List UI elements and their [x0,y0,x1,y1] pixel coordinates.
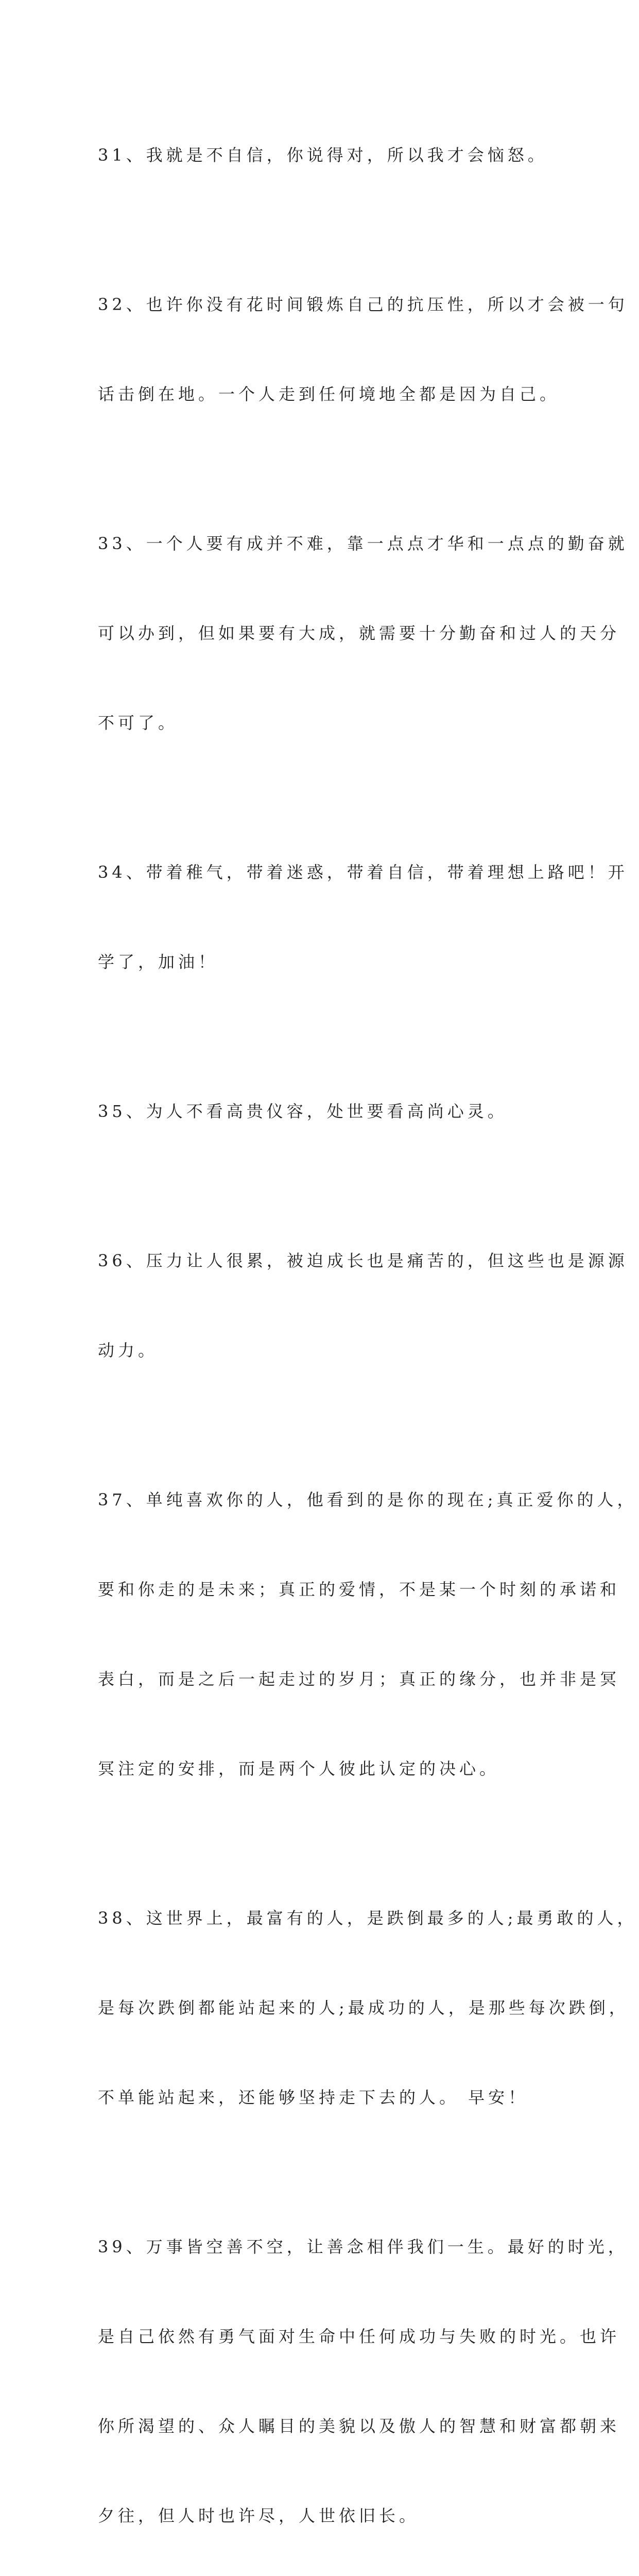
text-line: 话击倒在地。一个人走到任何境地全都是因为自己。 [98,384,560,404]
text-line: 冥注定的安排，而是两个人彼此认定的决心。 [98,1759,500,1778]
text-line: 38、这世界上，最富有的人，是跌倒最多的人;最勇敢的人， [98,1908,637,1928]
text-line: 可以办到，但如果要有大成，就需要十分勤奋和过人的天分 [98,623,620,643]
paragraph-35 [98,1037,547,1186]
text-line: 是每次跌倒都能站起来的人;最成功的人，是那些每次跌倒， [98,1998,629,2018]
text-line: 要和你走的是未来；真正的爱情，不是某一个时刻的承诺和 [98,1580,620,1599]
paragraph-36 [98,1186,628,1425]
text-line: 你所渴望的、众人瞩目的美貌以及傲人的智慧和财富都朝来 [98,2416,620,2436]
text-line: 学了，加油！ [98,952,219,972]
text-line: 33、一个人要有成并不难，靠一点点才华和一点点的勤奋就 [98,534,628,553]
paragraph-38 [98,1843,637,2172]
text-line: 不单能站起来，还能够坚持走下去的人。 早安！ [98,2088,529,2107]
paragraph-37 [98,1425,637,1843]
text-line: 不可了。 [98,713,179,733]
document-body [98,80,637,2576]
text-line: 34、带着稚气，带着迷惑，带着自信，带着理想上路吧！开 [98,862,628,882]
text-line: 31、我就是不自信，你说得对，所以我才会恼怒。 [98,145,548,165]
text-line: 39、万事皆空善不空，让善念相伴我们一生。最好的时光， [98,2237,628,2257]
text-line: 夕往，但人时也许尽，人世依旧长。 [98,2506,420,2526]
text-line: 32、也许你没有花时间锻炼自己的抗压性，所以才会被一句 [98,295,628,314]
paragraph-31 [98,80,547,230]
text-line: 35、为人不看高贵仪容，处世要看高尚心灵。 [98,1101,508,1121]
paragraph-32 [98,230,628,469]
text-line: 动力。 [98,1341,159,1360]
text-line: 36、压力让人很累，被迫成长也是痛苦的，但这些也是源源 [98,1251,628,1270]
paragraph-34 [98,798,628,1037]
text-line: 37、单纯喜欢你的人，他看到的是你的现在;真正爱你的人， [98,1490,637,1510]
text-line: 是自己依然有勇气面对生命中任何成功与失败的时光。也许 [98,2327,620,2346]
paragraph-39 [98,2172,628,2576]
text-line: 表白，而是之后一起走过的岁月；真正的缘分，也并非是冥 [98,1669,620,1689]
paragraph-33 [98,469,628,798]
